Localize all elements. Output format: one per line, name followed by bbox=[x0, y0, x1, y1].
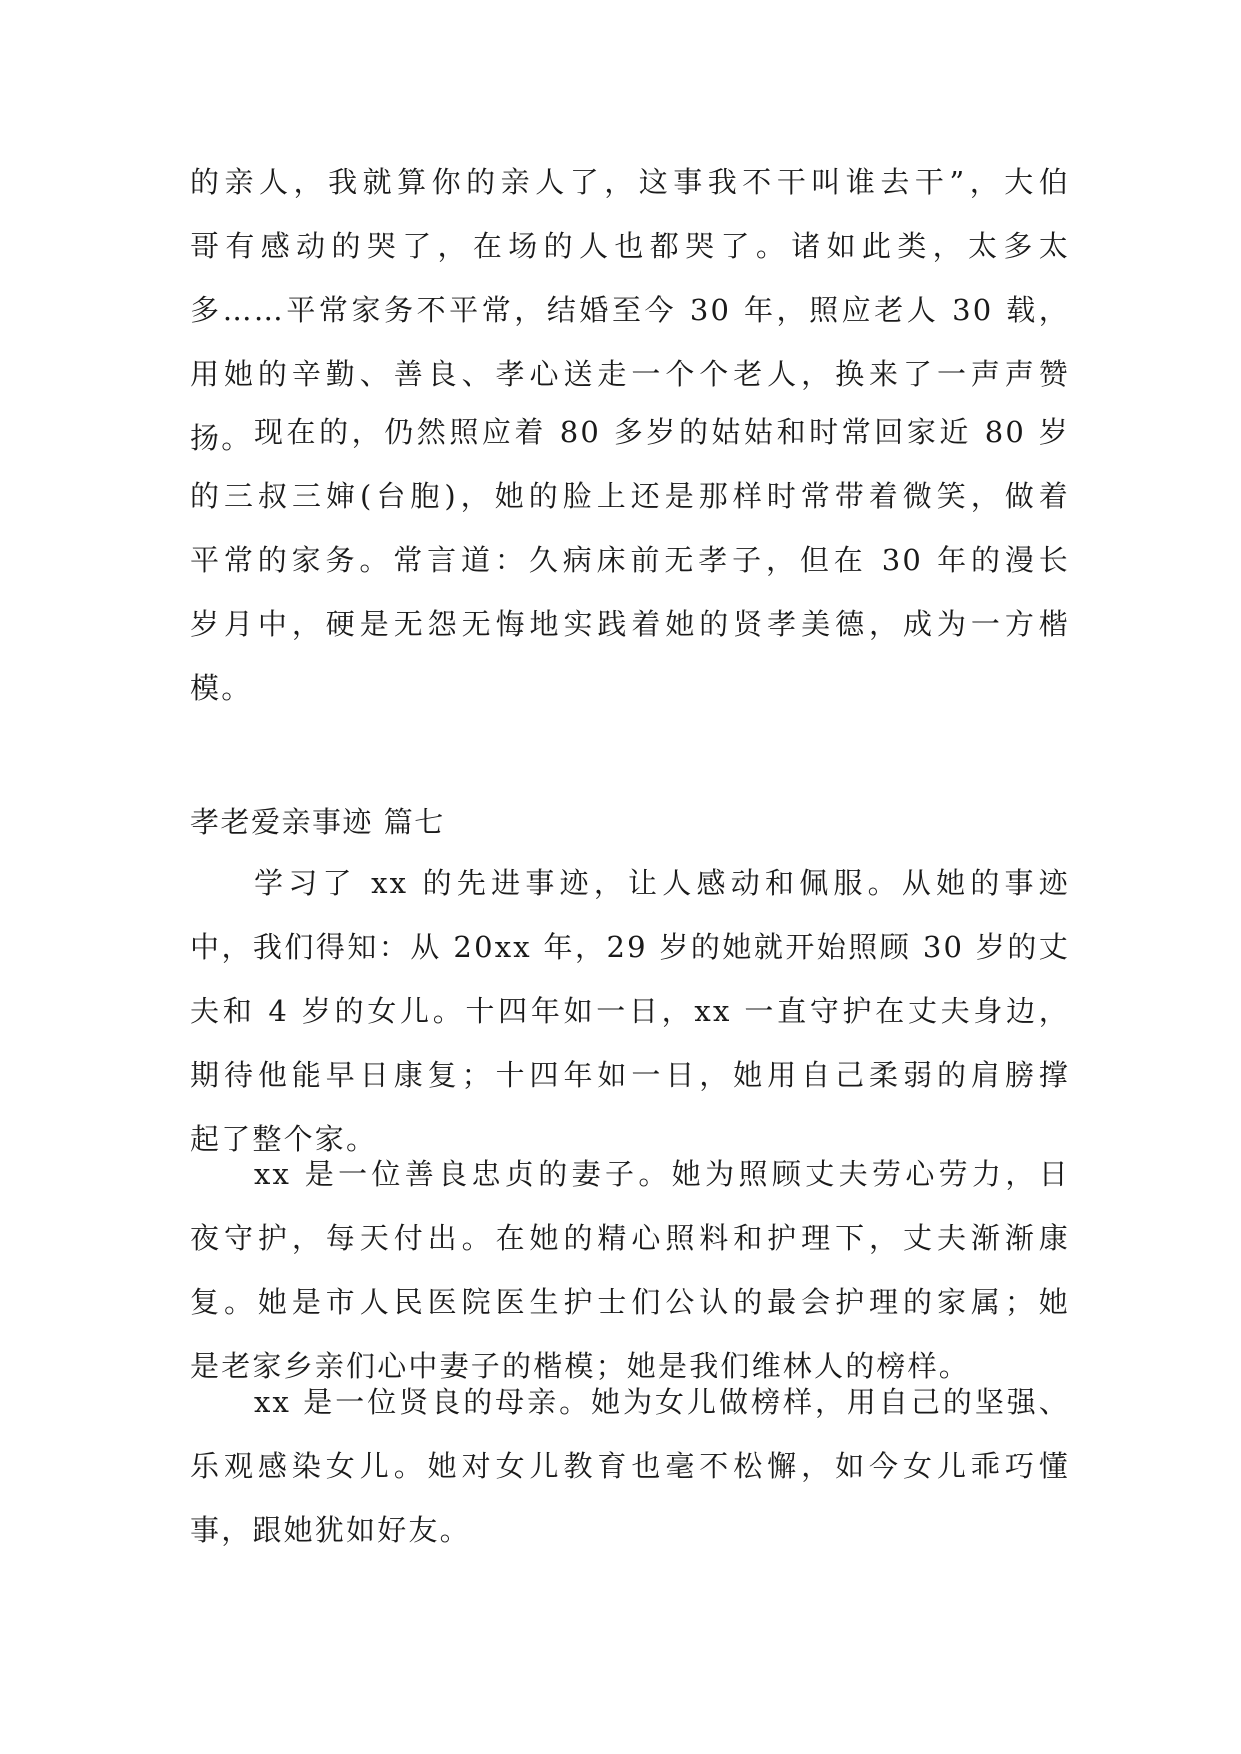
paragraph-line: 岁月中，硬是无怨无悔地实践着她的贤孝美德，成为一方楷 bbox=[190, 607, 1070, 641]
paragraph-line: 扬。 bbox=[190, 421, 253, 455]
paragraph-line: 现在的，仍然照应着 80 多岁的姑姑和时常回家近 80 岁 bbox=[254, 415, 1070, 449]
paragraph-2 bbox=[190, 400, 1070, 720]
paragraph-line: 平常的家务。常言道：久病床前无孝子，但在 30 年的漫长 bbox=[190, 543, 1070, 577]
paragraph-line: 是老家乡亲们心中妻子的楷模；她是我们维林人的榜样。 bbox=[190, 1349, 971, 1383]
paragraph-line: 事，跟她犹如好友。 bbox=[190, 1513, 471, 1547]
paragraph-line: xx 是一位贤良的母亲。她为女儿做榜样，用自己的坚强、 bbox=[254, 1385, 1070, 1419]
paragraph-line: 起了整个家。 bbox=[190, 1122, 378, 1156]
paragraph-line: 多……平常家务不平常，结婚至今 30 年，照应老人 30 载， bbox=[190, 293, 1070, 327]
paragraph-5 bbox=[190, 1370, 1070, 1562]
paragraph-3 bbox=[190, 851, 1070, 1171]
paragraph-line: 模。 bbox=[190, 671, 253, 705]
paragraph-line: 的三叔三婶(台胞)，她的脸上还是那样时常带着微笑，做着 bbox=[190, 479, 1070, 513]
paragraph-line: 的亲人，我就算你的亲人了，这事我不干叫谁去干”，大伯 bbox=[190, 165, 1070, 199]
section-title: 孝老爱亲事迹 篇七 bbox=[190, 805, 445, 839]
paragraph-line: 期待他能早日康复；十四年如一日，她用自己柔弱的肩膀撑 bbox=[190, 1058, 1070, 1092]
paragraph-line: 中，我们得知：从 20xx 年，29 岁的她就开始照顾 30 岁的丈 bbox=[190, 930, 1070, 964]
paragraph-line: 复。她是市人民医院医生护士们公认的最会护理的家属；她 bbox=[190, 1285, 1070, 1319]
paragraph-line: xx 是一位善良忠贞的妻子。她为照顾丈夫劳心劳力，日 bbox=[254, 1157, 1070, 1191]
paragraph-line: 哥有感动的哭了，在场的人也都哭了。诸如此类，太多太 bbox=[190, 229, 1070, 263]
paragraph-line: 学习了 xx 的先进事迹，让人感动和佩服。从她的事迹 bbox=[254, 866, 1070, 900]
paragraph-line: 夜守护，每天付出。在她的精心照料和护理下，丈夫渐渐康 bbox=[190, 1221, 1070, 1255]
section-title-block bbox=[190, 790, 1070, 854]
paragraph-line: 乐观感染女儿。她对女儿教育也毫不松懈，如今女儿乖巧懂 bbox=[190, 1449, 1070, 1483]
paragraph-line: 用她的辛勤、善良、孝心送走一个个老人，换来了一声声赞 bbox=[190, 357, 1070, 391]
paragraph-line: 夫和 4 岁的女儿。十四年如一日，xx 一直守护在丈夫身边， bbox=[190, 994, 1070, 1028]
paragraph-4 bbox=[190, 1142, 1070, 1398]
